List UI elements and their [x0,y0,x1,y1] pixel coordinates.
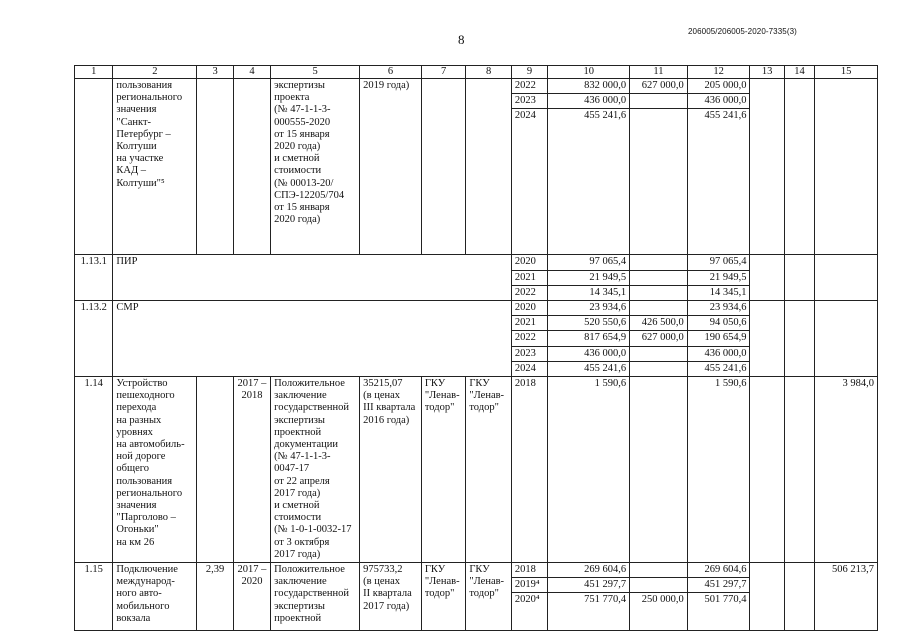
total-cell: 832 000,0 [548,79,630,94]
federal-cell [630,301,688,316]
document-id: 206005/206005-2020-7335(3) [688,27,797,36]
year-cell: 2022 [511,331,547,346]
regional-cell: 451 297,7 [687,578,750,593]
year-cell: 2023 [511,346,547,361]
table-row [75,377,878,563]
item-name-cell: Устройство пешеходного перехода на разных уровнях на автомобиль- ной дороге общего пользования регионального значения "Парголово – Огоньки" на км 26 [113,377,197,563]
customer-cell: ГКУ "Ленав- тодор" [421,563,465,631]
col13-cell [750,301,784,377]
item-number-cell: 1.15 [75,563,113,631]
federal-cell: 250 000,0 [630,593,688,631]
year-cell: 2021 [511,270,547,285]
item-name-cell: СМР [113,301,511,377]
year-cell: 2020 [511,255,547,270]
developer-cell: ГКУ "Ленав- тодор" [466,377,512,563]
year-cell: 2020⁴ [511,593,547,631]
capacity-cell [197,377,233,563]
document-cell: Положительное заключение государственной экспертизы проектной документации (№ 47-1-1-3- 0047-17 от 22 апреля 2017 года) и сметной стоимости (№ 1-0-1-0032-17 от 3 октября 2017 года) [271,377,360,563]
column-header: 9 [511,66,547,79]
col13-cell [750,255,784,301]
federal-cell [630,346,688,361]
total-cell: 751 770,4 [548,593,630,631]
col15-cell [815,301,878,377]
total-cell: 436 000,0 [548,346,630,361]
federal-cell [630,361,688,376]
regional-cell: 436 000,0 [687,94,750,109]
total-cell: 455 241,6 [548,109,630,255]
year-cell: 2022 [511,79,547,94]
table-row [75,563,878,578]
total-cell: 97 065,4 [548,255,630,270]
col13-cell [750,79,784,255]
column-header: 15 [815,66,878,79]
total-cell: 21 949,5 [548,270,630,285]
column-header: 10 [548,66,630,79]
table-row [75,255,878,270]
regional-cell: 1 590,6 [687,377,750,563]
budget-table [74,65,878,631]
item-name-cell: ПИР [113,255,511,301]
page-number: 8 [458,32,465,47]
year-cell: 2021 [511,316,547,331]
column-header: 11 [630,66,688,79]
regional-cell: 436 000,0 [687,346,750,361]
document-cell: экспертизы проекта (№ 47-1-1-3- 000555-2020 от 15 января 2020 года) и сметной стоимости (№ 00013-20/ СПЭ-12205/704 от 15 января 2020 года) [271,79,360,255]
table-row [75,79,878,94]
column-header: 8 [466,66,512,79]
federal-cell [630,109,688,255]
total-cell: 23 934,6 [548,301,630,316]
item-name-cell: пользования регионального значения "Санкт- Петербург – Колтуши на участке КАД – Колтуши"⁵ [113,79,197,255]
col13-cell [750,563,784,631]
regional-cell: 455 241,6 [687,361,750,376]
item-number-cell: 1.14 [75,377,113,563]
total-cell: 520 550,6 [548,316,630,331]
year-cell: 2018 [511,377,547,563]
column-header: 14 [784,66,814,79]
year-cell: 2018 [511,563,547,578]
total-cell: 14 345,1 [548,285,630,300]
federal-cell: 627 000,0 [630,331,688,346]
federal-cell: 426 500,0 [630,316,688,331]
regional-cell: 205 000,0 [687,79,750,94]
regional-cell: 501 770,4 [687,593,750,631]
column-header: 13 [750,66,784,79]
column-header: 5 [271,66,360,79]
customer-cell [421,79,465,255]
year-cell: 2022 [511,285,547,300]
year-cell: 2019⁴ [511,578,547,593]
federal-cell [630,563,688,578]
regional-cell: 21 949,5 [687,270,750,285]
column-header: 7 [421,66,465,79]
year-cell: 2023 [511,94,547,109]
period-cell: 2017 – 2018 [233,377,270,563]
col14-cell [784,79,814,255]
developer-cell: ГКУ "Ленав- тодор" [466,563,512,631]
regional-cell: 23 934,6 [687,301,750,316]
regional-cell: 455 241,6 [687,109,750,255]
federal-cell [630,578,688,593]
regional-cell: 97 065,4 [687,255,750,270]
item-name-cell: Подключение международ- ного авто- мобильного вокзала [113,563,197,631]
federal-cell [630,270,688,285]
total-cell: 436 000,0 [548,94,630,109]
customer-cell: ГКУ "Ленав- тодор" [421,377,465,563]
regional-cell: 269 604,6 [687,563,750,578]
column-header: 1 [75,66,113,79]
capacity-cell [197,79,233,255]
federal-cell [630,377,688,563]
item-number-cell [75,79,113,255]
cost-cell: 2019 года) [360,79,422,255]
column-number-row [75,66,878,79]
total-cell: 451 297,7 [548,578,630,593]
column-header: 12 [687,66,750,79]
col15-cell: 506 213,7 [815,563,878,631]
developer-cell [466,79,512,255]
column-header: 4 [233,66,270,79]
col14-cell [784,301,814,377]
regional-cell: 190 654,9 [687,331,750,346]
cost-cell: 35215,07 (в ценах III квартала 2016 года) [360,377,422,563]
col14-cell [784,255,814,301]
document-cell: Положительное заключение государственной экспертизы проектной [271,563,360,631]
col15-cell [815,255,878,301]
federal-cell [630,255,688,270]
regional-cell: 14 345,1 [687,285,750,300]
col15-cell [815,79,878,255]
regional-cell: 94 050,6 [687,316,750,331]
federal-cell [630,285,688,300]
item-number-cell: 1.13.1 [75,255,113,301]
col14-cell [784,377,814,563]
col14-cell [784,563,814,631]
period-cell [233,79,270,255]
column-header: 2 [113,66,197,79]
year-cell: 2024 [511,361,547,376]
col15-cell: 3 984,0 [815,377,878,563]
federal-cell [630,94,688,109]
year-cell: 2020 [511,301,547,316]
federal-cell: 627 000,0 [630,79,688,94]
column-header: 3 [197,66,233,79]
total-cell: 817 654,9 [548,331,630,346]
period-cell: 2017 – 2020 [233,563,270,631]
total-cell: 269 604,6 [548,563,630,578]
capacity-cell: 2,39 [197,563,233,631]
total-cell: 1 590,6 [548,377,630,563]
year-cell: 2024 [511,109,547,255]
total-cell: 455 241,6 [548,361,630,376]
cost-cell: 975733,2 (в ценах II квартала 2017 года) [360,563,422,631]
column-header: 6 [360,66,422,79]
table-row [75,301,878,316]
item-number-cell: 1.13.2 [75,301,113,377]
col13-cell [750,377,784,563]
